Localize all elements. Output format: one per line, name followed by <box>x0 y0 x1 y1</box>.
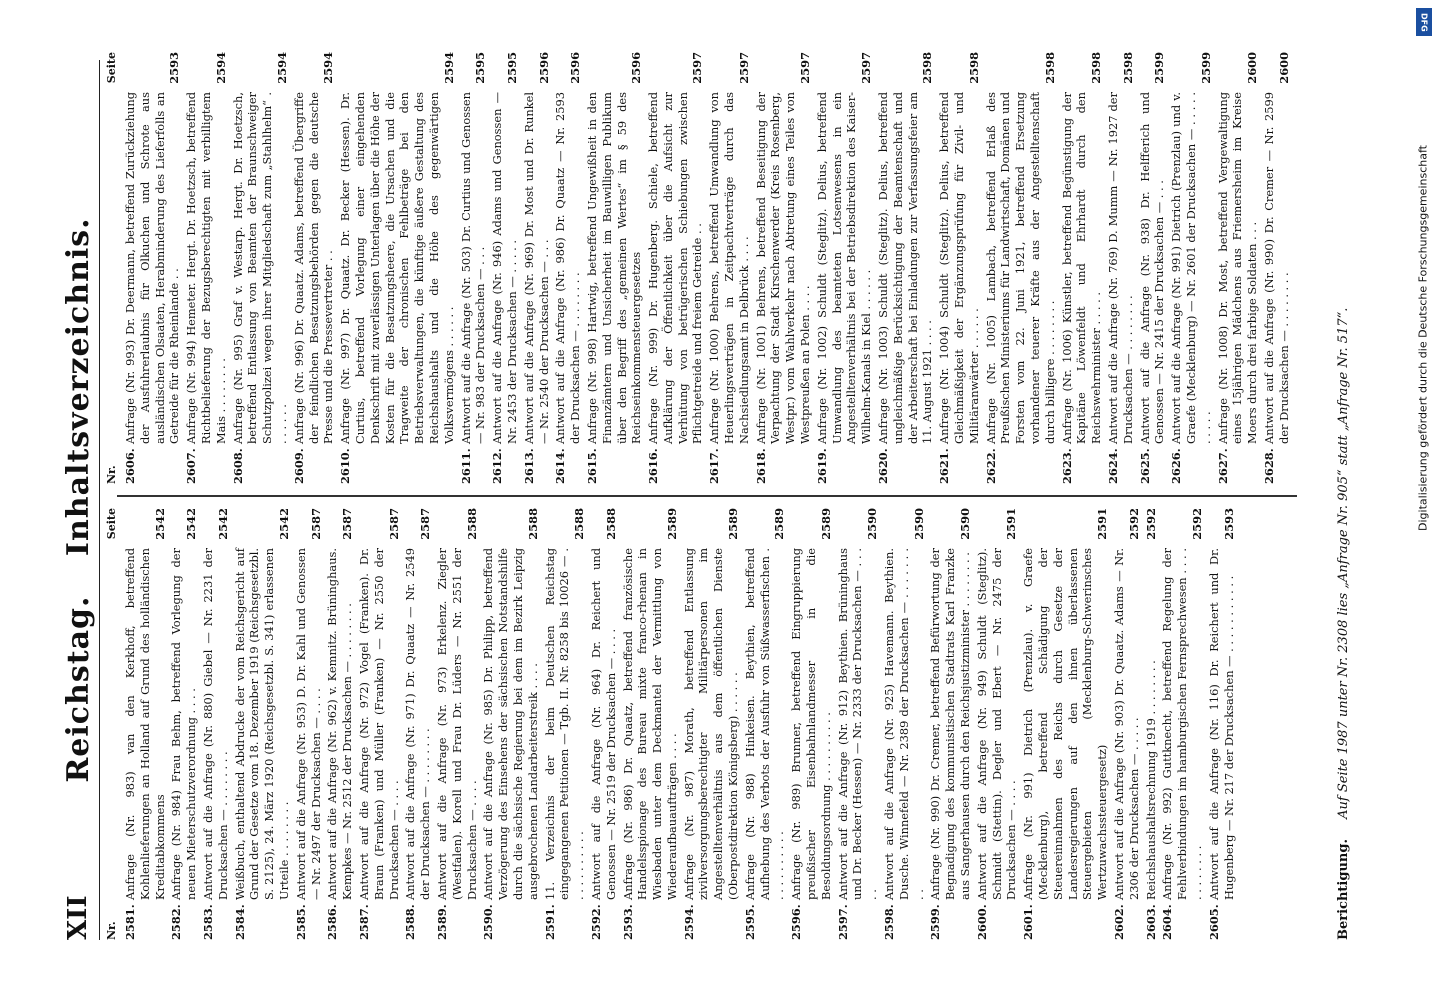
left-column-head <box>105 508 123 940</box>
entry-number: 2609. <box>291 448 306 484</box>
entry-text: Anfrage (Nr. 1005) Lambach, betreffend Erlaß des Preußischen Ministeriums für Landwirtschaft, Domänen und Forsten vom 22. Juni 1921, betreffend Ersetzung vorhandener teuerer Kräfte aus der Angestelltenschaft durch billigere . . . . . . . . <box>983 92 1057 444</box>
entry-number: 2599. <box>928 904 943 940</box>
digitization-note: Digitalisierung gefördert durch die Deutsche Forschungsgemeinschaft <box>1416 145 1430 531</box>
entry-number: 2623. <box>1059 448 1074 484</box>
list-item <box>928 508 972 940</box>
entry-text: Antwort auf die Anfrage (Nr. 880) Giebel — Nr. 2231 der Drucksachen — . . . . . . . . <box>200 548 230 900</box>
list-item <box>589 508 619 940</box>
list-item <box>553 52 583 484</box>
entry-page: 2598 <box>966 52 981 84</box>
list-item <box>882 508 926 940</box>
entry-page: 2590 <box>958 508 973 540</box>
entry-number: 2624. <box>1106 448 1120 484</box>
correction-label: Berichtigung. <box>1336 839 1351 940</box>
entry-number: 2615. <box>584 448 599 484</box>
list-item <box>123 508 167 940</box>
entry-text: Antwort auf die Anfrage (Nr. 986) Dr. Quaatz — Nr. 2593 der Drucksachen — . . . . . . . . <box>553 92 583 444</box>
entry-number: 2583. <box>200 904 215 940</box>
entry-number: 2602. <box>1112 904 1126 940</box>
entry-number: 2597. <box>835 904 850 940</box>
entry-number: 2618. <box>753 448 768 484</box>
list-item <box>1060 52 1104 484</box>
list-item <box>292 52 336 484</box>
entry-text: Anfrage (Nr. 1000) Behrens, betreffend Umwandlung von Heuerlingsverträgen in Zeitpachtverträge durch das Nachsiedlungsamt in Delbrück . . . . <box>707 92 751 444</box>
entry-text: Anfrage (Nr. 994) Hemeter. Hergt. Dr. Hoetzsch, betreffend Richtbelieferung der Bezugsberechtigten mit verbilligtem Mais . . . . . . . . <box>184 92 228 444</box>
entry-number: 2596. <box>789 904 804 940</box>
entry-text: Anfrage (Nr. 1004) Schuldt (Steglitz). Delius, betreffend Gleichmäßigkeit der Ergänzungsprüfung für Zivil- und Militäranwärter . . . . . . <box>937 92 981 444</box>
entry-page: 2597 <box>798 52 813 84</box>
title-inhaltsverzeichnis: Inhaltsverzeichnis. <box>61 217 96 557</box>
entry-text: Anfrage (Nr. 1006) Künstler, betreffend Begünstigung der Kapitäne Löwenfeldt und Ehrhardt durch den Reichswehrminister . . . . . <box>1059 92 1104 444</box>
list-item <box>585 52 644 484</box>
entry-number: 2613. <box>521 448 536 484</box>
entry-page: 2587 <box>418 508 433 540</box>
entry-text: Antwort auf die Anfrage (Nr. 503) Dr. Curtius und Genossen — Nr. 983 der Drucksachen — . . . <box>458 92 488 444</box>
entry-number: 2616. <box>646 448 661 484</box>
entry-text: Anfrage (Nr. 998) Hartwig, betreffend Ungewißheit in den Finanzämtern und Unsicherheit im Bauwilligen Publikum über den Begriff des „gemeinen Wertes“ im § 59 des Reichseinkommensteuergesetzes <box>584 92 644 444</box>
entry-number: 2590. <box>481 904 496 940</box>
entry-page: 2590 <box>911 508 926 540</box>
right-column <box>105 52 1315 484</box>
entry-number: 2628. <box>1261 448 1276 484</box>
entry-page: 2591 <box>1004 508 1019 540</box>
entry-text: Antwort auf die Anfrage (Nr. 964) Dr. Reichert und Genossen — Nr. 2519 der Drucksachen — . . . . <box>588 548 618 900</box>
entry-page: 2598 <box>1089 52 1104 84</box>
entry-page: 2598 <box>1120 52 1135 84</box>
entry-number: 2595. <box>742 904 757 940</box>
entry-text: Antwort auf die Anfrage (Nr. 962) v. Kemnitz. Brüninghaus. Kempkes — Nr. 2512 der Drucksachen — . . . . . . . . <box>325 548 355 900</box>
column-divider <box>117 495 1297 497</box>
entry-number: 2586. <box>325 904 340 940</box>
nr-label: Nr. <box>105 465 118 484</box>
entry-page: 2542 <box>215 508 230 540</box>
entry-page: 2542 <box>276 508 291 540</box>
entry-number: 2603. <box>1143 904 1158 940</box>
entry-page: 2597 <box>690 52 705 84</box>
entry-page: 2592 <box>1189 508 1204 540</box>
entry-text: Anfrage (Nr. 1002) Schuldt (Steglitz). Delius, betreffend Umwandlung des beamteten Lotsenwesens in ein Angestelltenverhältnis bei der Betriebsdirektion des Kaiser-Wilhelm-Kanals in Kiel . . . . . . <box>814 92 874 444</box>
entry-text: Anfrage (Nr. 988) Hinkeisen. Beythien, betreffend Aufhebung des Verbots der Ausfuhr von Süßwasserfischen . . . . . . . . . . . <box>742 548 787 900</box>
entry-text: Reichshaushaltsrechnung 1919 . . . . . . . . <box>1143 660 1158 900</box>
entry-page: 2588 <box>603 508 618 540</box>
entry-text: Anfrage (Nr. 1001) Behrens, betreffend Beseitigung der Verpachtung der Stadt Kirschenwerder (Kreis Rosenberg, Westpr.) vom Wahlverkehr nach Abtretung eines Teiles von Westpreußen an Polen . . . . <box>753 92 813 444</box>
entry-text: Anfrage (Nr. 991) Dietrich (Prenzlau). v. Graefe (Mecklenburg), betreffend Schädigung der Steuereinnahmen des Reichs durch Gesetze der Landesregierungen auf den ihnen überlassenen Steuergebieten (Mecklenburg-Schwerinsches Wertzuwachssteuergesetz) <box>1021 548 1110 900</box>
entry-page: 2587 <box>340 508 355 540</box>
list-item <box>1207 508 1237 940</box>
page-number: XII <box>63 895 93 940</box>
entry-number: 2601. <box>1021 904 1036 940</box>
entry-text: Anfrage (Nr. 990) Dr. Cremer, betreffend Befürwortung der Begnadigung des kommunistischen Stadtrats Karl Franzke aus Sangerhausen durch den Reichsjustizminister . . . . . . . . <box>928 548 973 900</box>
list-item <box>876 52 935 484</box>
entry-text: Anfrage (Nr. 997) Dr. Quaatz. Dr. Becker (Hessen). Dr. Curtius, betreffend Vorlegung einer eingehenden Denkschrift mit zuverlässigen Unterlagen über die Höhe der Kosten für die Besatzungsheere, die Ursachen und die Tragweite der chronischen Fehlbeträge bei den Betriebsverwaltungen, die künftige äußere Gestaltung des Reichshaushalts und die Höhe des gegenwärtigen Volksvermögens . . . . . . <box>338 92 456 444</box>
left-column <box>105 508 1315 940</box>
entry-text: Anfrage (Nr. 986) Dr. Quaatz, betreffend französische Handelsspionage des Bureau mixte franco-rhenan in Wiesbaden unter dem Deckmantel der Vermittlung von Wiederaufbauaufträgen . . . . <box>620 548 679 900</box>
list-item <box>490 52 520 484</box>
entry-text: Anfrage (Nr. 999) Dr. Hugenberg. Schiele, betreffend Aufklärung der Öffentlichkeit über die Aufsicht zur Verhütung von betrügerischen Schiebungen zwischen Pflichtgetreide und freiem Getreide . . <box>646 92 705 444</box>
list-item <box>294 508 324 940</box>
entry-page: 2598 <box>920 52 935 84</box>
entry-page: 2596 <box>536 52 551 84</box>
seite-label: Seite <box>105 508 118 540</box>
entry-page: 2594 <box>441 52 456 84</box>
entry-page: 2587 <box>386 508 401 540</box>
right-column-head <box>105 52 123 484</box>
list-item <box>975 508 1019 940</box>
entry-page: 2589 <box>664 508 679 540</box>
entry-number: 2589. <box>434 904 449 940</box>
entry-number: 2606. <box>123 448 137 484</box>
list-item <box>123 52 182 484</box>
entry-page: 2591 <box>1095 508 1110 540</box>
entry-text: Antwort auf die Anfrage (Nr. 973) Erkelenz. Ziegler (Westfalen). Korell und Frau Dr. Lüders — Nr. 2551 der Drucksachen — . . . . <box>434 548 479 900</box>
entry-number: 2614. <box>553 448 568 484</box>
entry-text: Antwort auf die Anfrage (Nr. 972) Vogel (Franken). Dr. Braun (Franken) und Müller (Franken) — Nr. 2550 der Drucksachen — . . . . <box>356 548 401 900</box>
entry-number: 2610. <box>338 448 353 484</box>
list-item <box>522 52 552 484</box>
entry-number: 2605. <box>1206 904 1221 940</box>
entry-page: 2598 <box>1042 52 1057 84</box>
entry-text: Antwort auf die Anfrage (Nr. 912) Beythien. Brüninghaus und Dr. Becker (Hessen) — Nr. 2333 der Drucksachen — . . . . . <box>835 548 880 900</box>
list-item <box>435 508 479 940</box>
entry-page: 2599 <box>1152 52 1167 84</box>
entry-number: 2594. <box>681 904 696 940</box>
right-entry-list <box>123 52 1292 484</box>
page-title <box>61 60 96 940</box>
entry-number: 2622. <box>983 448 998 484</box>
entry-text: Anfrage (Nr. 983) van den Kerkhoff, betreffend Kohlenlieferungen an Holland auf Grund des holländischen Kreditabkommens <box>123 548 167 900</box>
entry-number: 2587. <box>356 904 371 940</box>
entry-page: 2588 <box>572 508 587 540</box>
entry-number: 2598. <box>882 904 897 940</box>
list-item <box>338 52 456 484</box>
entry-text: Weißbuch, enthaltend Abdrucke der vom Reichsgericht auf Grund der Gesetze vom 18. Dezember 1919 (Reichsgesetzbl. S. 2125), 24. März 1920 (Reichsgesetzbl. S. 341) erlassenen Urteile . . . . . . . . <box>232 548 291 900</box>
nr-label: Nr. <box>105 921 118 940</box>
list-item <box>937 52 981 484</box>
entry-text: Antwort auf die Anfrage (Nr. 949) Schuldt (Steglitz). Schmidt (Stettin). Degler und Ebert — Nr. 2475 der Drucksachen — . . . . <box>974 548 1019 900</box>
entry-page: 2597 <box>736 52 751 84</box>
list-item <box>233 508 292 940</box>
list-item <box>707 52 751 484</box>
list-item <box>1138 52 1168 484</box>
entry-number: 2604. <box>1160 904 1175 940</box>
list-item <box>789 508 833 940</box>
list-item <box>1262 52 1292 484</box>
correction-text: Auf Seite 1987 unter Nr. 2308 lies „Anfrage Nr. 905“ statt „Anfrage Nr. 517“. <box>1336 307 1351 819</box>
entry-page: 2588 <box>464 508 479 540</box>
entry-number: 2621. <box>937 448 952 484</box>
entry-text: Antwort auf die Anfrage (Nr. 925) Havemann. Beythien. Dusche. Winnefeld — Nr. 2389 der Drucksachen — . . . . . . . . . <box>882 548 926 900</box>
entry-page: 2588 <box>525 508 540 540</box>
entry-page: 2600 <box>1245 52 1260 84</box>
entry-text: Anfrage (Nr. 992) Guttknecht, betreffend Regelung der Fehlverbindungen im hamburgischen Fernsprechwesen . . . . . . . . . . . . <box>1160 548 1204 900</box>
entry-number: 2617. <box>707 448 722 484</box>
list-item <box>1021 508 1110 940</box>
list-item <box>459 52 489 484</box>
entry-page: 2595 <box>504 52 519 84</box>
list-item <box>1160 508 1204 940</box>
list-item <box>984 52 1058 484</box>
entry-page: 2596 <box>568 52 583 84</box>
list-item <box>403 508 433 940</box>
entry-text: Anfrage (Nr. 995) Graf v. Westarp. Hergt. Dr. Hoetzsch, betreffend Entlassung von Beamten der Braunschweiger Schutzpolizei wegen ihrer Mitgliedschaft zum „Stahlhelm“ . . . . . . . <box>230 92 289 444</box>
title-reichstag: Reichstag. <box>61 595 96 783</box>
entry-text: Anfrage (Nr. 987) Morath, betreffend Entlassung zivilversorgungsberechtigter Militärpersonen im Angestelltenverhältnis aus dem öffentlichen Dienste (Oberpostdirektion Königsberg) . . . . . . <box>681 548 741 900</box>
left-entry-list <box>123 508 1236 940</box>
list-item <box>646 52 705 484</box>
entry-page: 2592 <box>1126 508 1141 540</box>
entry-number: 2588. <box>403 904 418 940</box>
list-item <box>169 508 199 940</box>
entry-number: 2592. <box>588 904 603 940</box>
list-item <box>543 508 587 940</box>
digitization-strip <box>1412 8 1434 668</box>
entry-page: 2597 <box>859 52 874 84</box>
entry-text: Antwort auf die Anfrage (Nr. 938) Dr. Helfferich und Genossen — Nr. 2415 der Drucksachen — . . . <box>1137 92 1167 444</box>
rotated-document-page <box>47 40 1387 960</box>
entry-number: 2585. <box>293 904 308 940</box>
list-item <box>621 508 680 940</box>
entry-number: 2582. <box>169 904 184 940</box>
entry-text: Antwort auf die Anfrage (Nr. 769) D. Mumm — Nr. 1927 der Drucksachen — . . . . . . . . <box>1106 92 1135 444</box>
entry-text: 11. Verzeichnis der beim Deutschen Reichstag eingegangenen Petitionen — Tgb. II. Nr. 8258 bis 10026 — . . . . . . . . . . . <box>542 548 587 900</box>
entry-page: 2587 <box>308 508 323 540</box>
entry-page: 2596 <box>629 52 644 84</box>
dfg-logo: DFG <box>1416 8 1432 36</box>
entry-number: 2620. <box>876 448 891 484</box>
list-item <box>836 508 880 940</box>
entry-text: Antwort auf die Anfrage (Nr. 969) Dr. Most und Dr. Runkel — Nr. 2540 der Drucksachen — . . . <box>521 92 551 444</box>
entry-text: Anfrage (Nr. 989) Brunner, betreffend Eingruppierung preußischer Eisenbahnlandmesser in die Besoldungsordnung . . . . . . . . . . <box>789 548 833 900</box>
entry-text: Antwort auf die Anfrage (Nr. 985) Dr. Philipp, betreffend Verzögerung des Einsehens der sächsischen Notstandshilfe durch die sächsische Regierung bei dem im Bezirk Leipzig ausgebrochenen Landarbeiterstreik . . . . <box>481 548 540 900</box>
entry-text: Antwort auf die Anfrage (Nr. 953) D. Dr. Kahl und Genossen — Nr. 2497 der Drucksachen — . . . . <box>293 548 323 900</box>
entry-number: 2627. <box>1215 448 1230 484</box>
entry-text: Anfrage (Nr. 996) Dr. Quaatz. Adams, betreffend Übergriffe der feindlichen Besatzungsbehörden gegen die deutsche Presse und die Pressevertreter . . <box>291 92 336 444</box>
list-item <box>481 508 540 940</box>
entry-page: 2542 <box>184 508 199 540</box>
entry-page: 2593 <box>1221 508 1236 540</box>
entry-page: 2590 <box>865 508 880 540</box>
entry-page: 2589 <box>726 508 741 540</box>
entry-page: 2599 <box>1198 52 1213 84</box>
entry-page: 2595 <box>473 52 488 84</box>
entry-page: 2594 <box>213 52 228 84</box>
entry-number: 2591. <box>542 904 557 940</box>
list-item <box>357 508 401 940</box>
correction-note <box>1336 60 1351 940</box>
list-item <box>1216 52 1260 484</box>
list-item <box>231 52 290 484</box>
entry-number: 2608. <box>230 448 245 484</box>
entry-text: Antwort auf die Anfrage (Nr. 990) Dr. Cremer — Nr. 2599 der Drucksachen — . . . . . . . . <box>1261 92 1291 444</box>
list-item <box>1144 508 1159 940</box>
entry-text: Antwort auf die Anfrage (Nr. 991) Dietrich (Prenzlau) und v. Graefe (Mecklenburg) — Nr. 2601 der Drucksachen — . . . . . . . . . . <box>1169 92 1213 444</box>
page-header <box>55 60 100 940</box>
entry-number: 2619. <box>814 448 829 484</box>
entry-page: 2594 <box>321 52 336 84</box>
entry-text: Anfrage (Nr. 993) Dr. Deermann, betreffend Zurückziehung der Ausfuhrerlaubnis für Olkuchen und Schrote aus ausländischen Olsaaten, Herabminderung des Lieferfolls an Getreide für die Rheinlande . . <box>123 92 182 444</box>
entry-number: 2625. <box>1137 448 1152 484</box>
list-item <box>815 52 874 484</box>
entry-page: 2589 <box>772 508 787 540</box>
list-item <box>754 52 813 484</box>
entry-page: 2589 <box>818 508 833 540</box>
entry-number: 2584. <box>232 904 247 940</box>
entry-page: 2600 <box>1276 52 1291 84</box>
list-item <box>1112 508 1142 940</box>
list-item <box>325 508 355 940</box>
entry-text: Antwort auf die Anfrage (Nr. 971) Dr. Quaatz — Nr. 2549 der Drucksachen — . . . . . . . . <box>403 548 433 900</box>
entry-number: 2626. <box>1169 448 1184 484</box>
list-item <box>201 508 231 940</box>
list-item <box>1106 52 1136 484</box>
entry-text: Antwort auf die Anfrage (Nr. 946) Adams und Genossen — Nr. 2453 der Drucksachen — . . . . . <box>490 92 519 444</box>
entry-number: 2581. <box>123 904 137 940</box>
entry-number: 2611. <box>458 448 473 484</box>
entry-number: 2612. <box>490 448 505 484</box>
entry-page: 2592 <box>1143 508 1158 540</box>
entry-page: 2593 <box>167 52 182 84</box>
seite-label: Seite <box>105 52 118 84</box>
entry-text: Antwort auf die Anfrage (Nr. 116) Dr. Reichert und Dr. Hugenberg — Nr. 217 der Drucksachen — . . . . . . . . . . . <box>1206 548 1236 900</box>
entry-text: Anfrage (Nr. 984) Frau Behm, betreffend Vorlegung der neuen Mieterschutzverordnung . . . . <box>169 548 199 900</box>
entry-number: 2593. <box>620 904 635 940</box>
list-item <box>184 52 228 484</box>
list-item <box>682 508 741 940</box>
entry-number: 2607. <box>184 448 199 484</box>
entry-text: Antwort auf die Anfrage (Nr. 903) Dr. Quaatz. Adams — Nr. 2306 der Drucksachen — . . . . . <box>1112 548 1141 900</box>
entry-text: Anfrage (Nr. 1003) Schuldt (Steglitz). Delius, betreffend ungleichmäßige Berücksichtigung der Beamtenschaft und der Arbeiterschaft bei Einladungen zur Verfassungsfeier am 11. August 1921 . . . . <box>876 92 935 444</box>
list-item <box>743 508 787 940</box>
entry-text: Anfrage (Nr. 1008) Dr. Most, betreffend Vergewaltigung eines 15jährigen Mädchens aus Friemersheim im Kreise Moers durch drei farbige Soldaten . . . <box>1215 92 1260 444</box>
list-item <box>1169 52 1213 484</box>
entry-number: 2600. <box>974 904 989 940</box>
entry-page: 2542 <box>152 508 167 540</box>
entry-page: 2594 <box>274 52 289 84</box>
